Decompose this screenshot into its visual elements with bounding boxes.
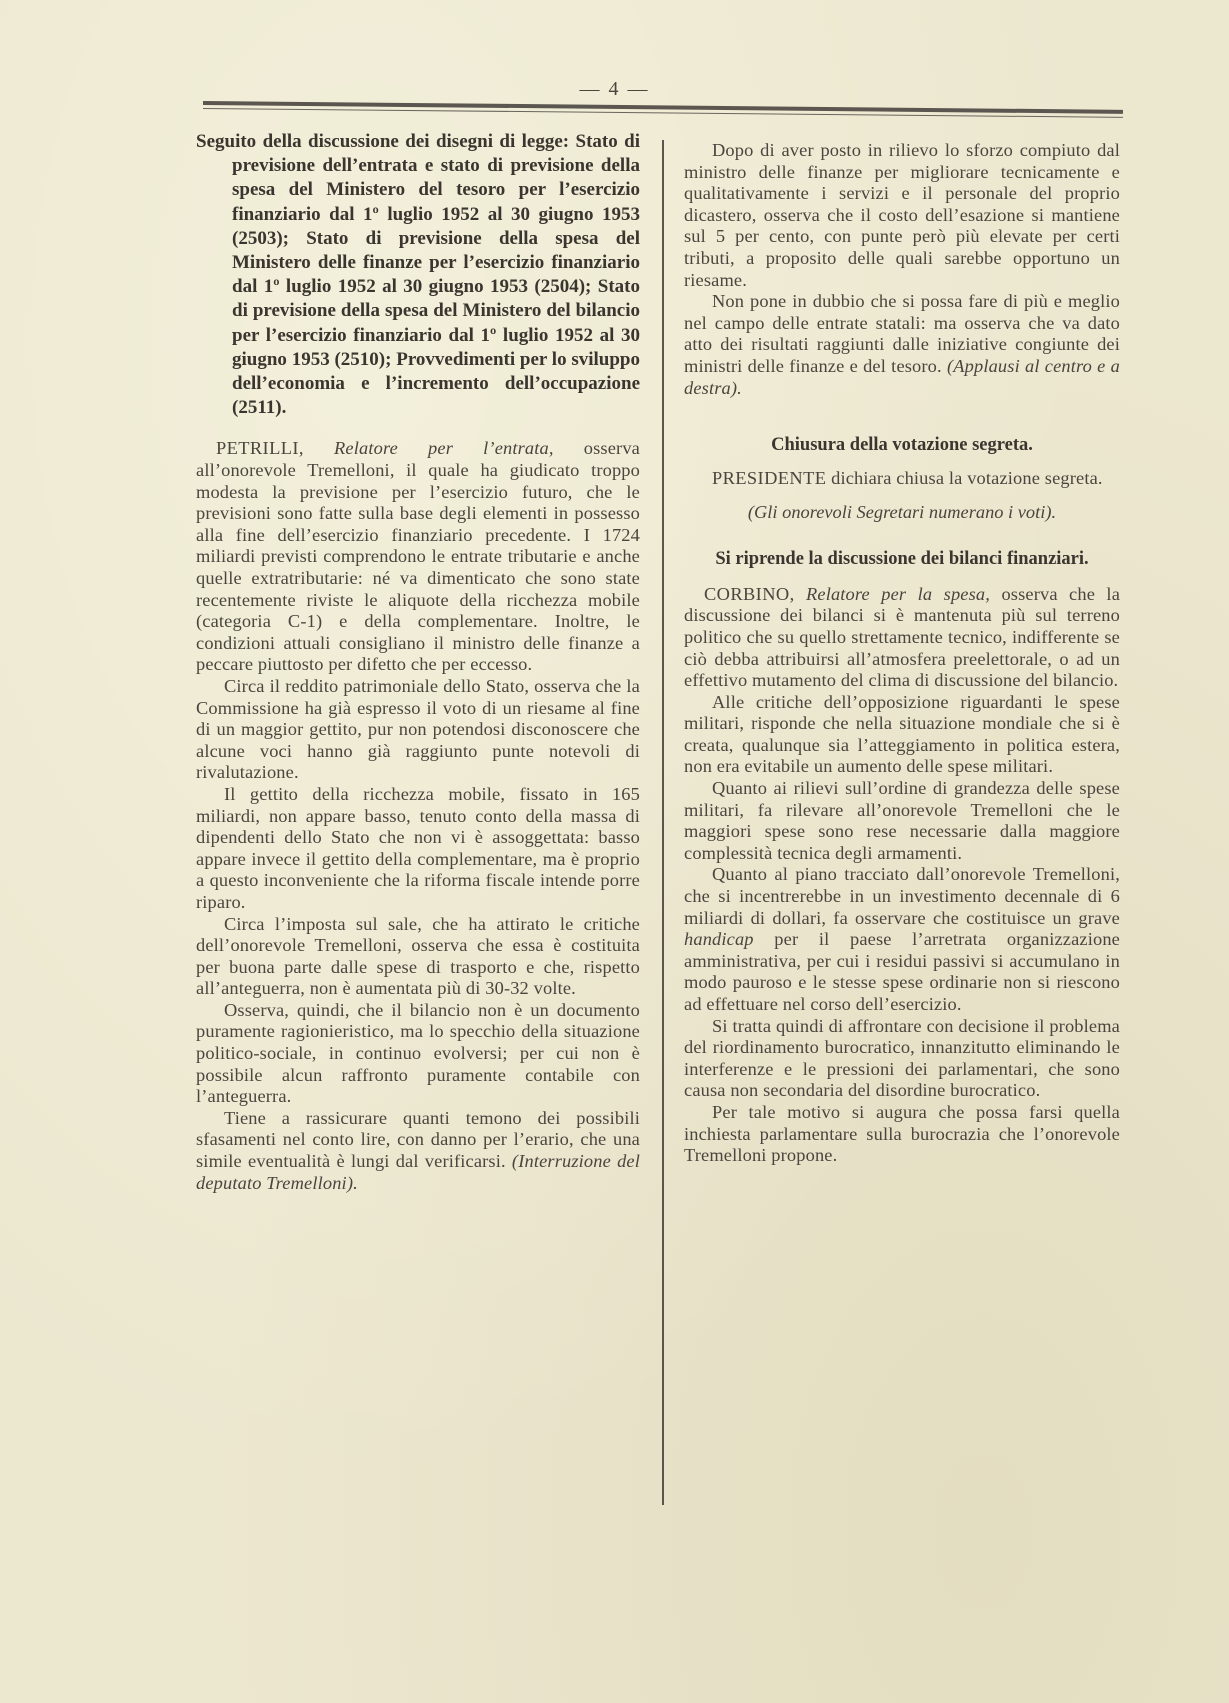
paragraph (196, 1108, 640, 1194)
paragraph-text: osserva che la discussione dei bilanci si è mantenuta più sul terreno politico che su quello strettamente tecnico, indifferente se ciò debba attribuirsi all’atmosfera preelettorale, o ad un effettivo mutamento del clima di discussione del bilancio. (684, 583, 1121, 691)
paragraph-corbino (684, 584, 1120, 692)
paragraph-petrilli (196, 438, 640, 676)
page-number: — 4 — (579, 78, 650, 100)
secretaries-note: (Gli onorevoli Segretari numerano i voti). (747, 501, 1057, 522)
paragraph-text: Quanto al piano tracciato dall’onorevole Tremelloni, che si incentrerebbe in un investimento decennale di 6 miliardi di dollari, fa osservare che costituisce un grave (684, 864, 1120, 928)
paragraph (684, 291, 1120, 399)
section-title-resume: Si riprende la discussione dei bilanci finanziari. (715, 548, 1089, 569)
paragraph-text: dichiara chiusa la votazione segreta. (831, 468, 1103, 489)
right-column (684, 140, 1120, 1167)
paragraph: Quanto ai rilievi sull’ordine di grandezza delle spese militari, fa rilevare all’onorevole Tremelloni che le maggiori spese sono rese necessarie dalla maggiore complessità tecnica degli armamenti. (684, 778, 1120, 863)
paragraph-text: Tiene a rassicurare quanti temono dei possibili sfasamenti nel conto lire, con danno per l’erario, che una simile eventualità è lungi dal verificarsi. (196, 1107, 640, 1172)
left-column (196, 130, 640, 1194)
agenda-heading: Seguito della discussione dei disegni di legge: Stato di previsione dell’entrata e stato di previsione della spesa del Ministero del tesoro per l’esercizio finanziario dal 1º luglio 1952 al 30 giugno 1953 (2503); Stato di previsione della spesa del Ministero delle finanze per l’esercizio finanziario dal 1º luglio 1952 al 30 giugno 1953 (2504); Stato di previsione della spesa del Ministero del bilancio per l’esercizio finanziario dal 1º luglio 1952 al 30 giugno 1953 (2510); Provvedimenti per lo sviluppo dell’economia e l’incremento dell’occupazione (2511). (196, 131, 640, 419)
italic-term: handicap (684, 929, 754, 950)
paragraph: Dopo di aver posto in rilievo lo sforzo compiuto dal ministro delle finanze per migliorare tecnicamente e qualitativamente i servizi e il personale del proprio dicastero, osserva che il costo dell’esazione si mantiene sul 5 per cento, con punte però più elevate per certi tributi, a proposito delle quali sarebbe opportuno un riesame. (684, 140, 1120, 290)
paragraph: Circa il reddito patrimoniale dello Stato, osserva che la Commissione ha già espresso il voto di un riesame al fine di un maggior gettito, pur non potendosi disconoscere che alcune voci hanno già raggiunto punte notevoli di rivalutazione. (196, 675, 640, 783)
paragraph-presidente (684, 468, 1120, 490)
speaker-name: CORBINO, (704, 583, 795, 604)
section-title-closing-vote: Chiusura della votazione segreta. (771, 435, 1033, 456)
column-divider (662, 140, 664, 1505)
paragraph-text: per il paese l’arretrata organizzazione amministrativa, per cui i residui passivi si accumulano in modo pauroso e le stesse spese ordinarie non si riescono ad effettuare nel corso dell’esercizio. (684, 929, 1120, 1014)
applause-note: (Applausi al centro e a destra). (684, 355, 1120, 398)
paragraph: Il gettito della ricchezza mobile, fissato in 165 miliardi, non appare basso, tenuto conto della massa di dipendenti dello Stato che non vi è assoggettata: basso appare invece il gettito della complementare, ma è proprio a questo inconveniente che la riforma fiscale intende porre riparo. (196, 783, 640, 912)
paragraph: Alle critiche dell’opposizione riguardanti le spese militari, risponde che nella situazione mondiale che si è creata, qualunque sia l’atteggiamento in politica estera, non era evitabile un aumento delle spese militari. (684, 691, 1120, 777)
speaker-name: PETRILLI, (216, 438, 304, 459)
paragraph: Per tale motivo si augura che possa farsi quella inchiesta parlamentare sulla burocrazia che l’onorevole Tremelloni propone. (684, 1101, 1120, 1166)
paragraph: Circa l’imposta sul sale, che ha attirato le critiche dell’onorevole Tremelloni, osserva che essa è costituita per buona parte dalle spese di trasporto e che, rispetto all’anteguerra, non è aumentata più di 30-32 volte. (196, 913, 640, 999)
paragraph: Osserva, quindi, che il bilancio non è un documento puramente ragionieristico, ma lo specchio della situazione politico-sociale, in continuo evolversi; per cui non è possibile alcun raffronto puramente contabile con l’anteguerra. (196, 999, 640, 1107)
speaker-name: PRESIDENTE (712, 468, 827, 489)
paragraph: Si tratta quindi di affrontare con decisione il problema del riordinamento burocratico, innanzitutto eliminando le interferenze e le pressioni dei parlamentari, che sono causa non secondaria del disordine burocratico. (684, 1015, 1120, 1101)
speaker-role: Relatore per la spesa, (806, 583, 991, 604)
interruption-note: (Interruzione del deputato Tremelloni). (196, 1151, 641, 1193)
paragraph-text: osserva all’onorevole Tremelloni, il quale ha giudicato troppo modesta la previsione per l’esercizio futuro, che le previsioni sono fatte sulla base degli elementi in possesso alla fine dell’esercizio finanziario precedente. I 1724 miliardi previsti comprendono le entrate tributarie e anche quelle extratributarie: né va dimenticato che sono state recentemente riviste le aliquote della ricchezza mobile (categoria C-1) e della complementare. Inoltre, le condizioni attuali consigliano il ministro delle finanze a peccare piuttosto per difetto che per eccesso. (196, 438, 640, 675)
speaker-role: Relatore per l’entrata, (334, 438, 554, 459)
paragraph-text: Non pone in dubbio che si possa fare di più e meglio nel campo delle entrate statali: ma osserva che va dato atto dei risultati raggiunti dalle iniziative congiunte dei ministri delle finanze e del tesoro. (684, 291, 1120, 376)
paragraph (684, 864, 1120, 1015)
